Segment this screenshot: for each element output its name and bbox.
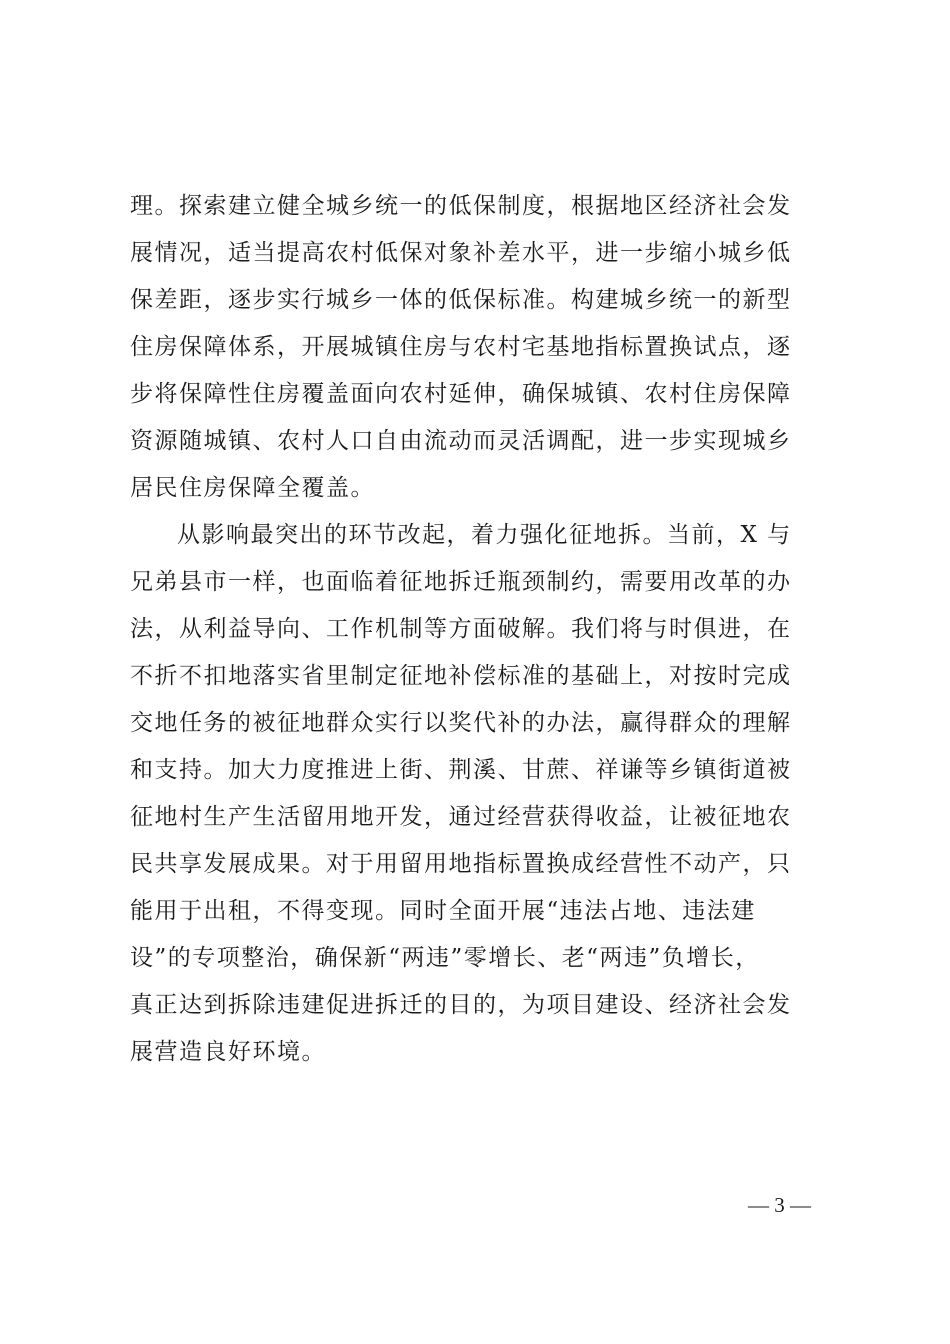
text-line: 步将保障性住房覆盖面向农村延伸，确保城镇、农村住房保障	[130, 381, 792, 407]
text-line: 不折不扣地落实省里制定征地补偿标准的基础上，对按时完成	[130, 663, 792, 689]
text-line: 真正达到拆除违建促进拆迁的目的，为项目建设、经济社会发	[130, 992, 792, 1018]
text-line: 交地任务的被征地群众实行以奖代补的办法，赢得群众的理解	[130, 710, 792, 736]
text-line: 能用于出租，不得变现。同时全面开展“违法占地、违法建	[130, 898, 756, 924]
page-number: — 3 —	[748, 1193, 811, 1217]
text-line: 保差距，逐步实行城乡一体的低保标准。构建城乡统一的新型	[130, 287, 792, 313]
text-line: 资源随城镇、农村人口自由流动而灵活调配，进一步实现城乡	[130, 428, 792, 454]
text-line: 兄弟县市一样，也面临着征地拆迁瓶颈制约，需要用改革的办	[130, 569, 792, 595]
text-line: 设”的专项整治，确保新“两违”零增长、老“两违”负增长，	[130, 945, 760, 971]
text-line: 法，从利益导向、工作机制等方面破解。我们将与时俱进，在	[130, 616, 792, 642]
paragraph-first-line: 从影响最突出的环节改起，着力强化征地拆。当前，X 与	[177, 522, 792, 548]
text-line: 和支持。加大力度推进上街、荆溪、甘蔗、祥谦等乡镇街道被	[130, 757, 792, 783]
text-line: 住房保障体系，开展城镇住房与农村宅基地指标置换试点，逐	[130, 334, 792, 360]
text-line: 居民住房保障全覆盖。	[130, 475, 375, 501]
text-line: 理。探索建立健全城乡统一的低保制度，根据地区经济社会发	[130, 193, 792, 219]
text-line: 征地村生产生活留用地开发，通过经营获得收益，让被征地农	[130, 804, 792, 830]
text-line: 展情况，适当提高农村低保对象补差水平，进一步缩小城乡低	[130, 240, 792, 266]
text-line: 展营造良好环境。	[130, 1039, 326, 1065]
text-line: 民共享发展成果。对于用留用地指标置换成经营性不动产，只	[130, 851, 792, 877]
